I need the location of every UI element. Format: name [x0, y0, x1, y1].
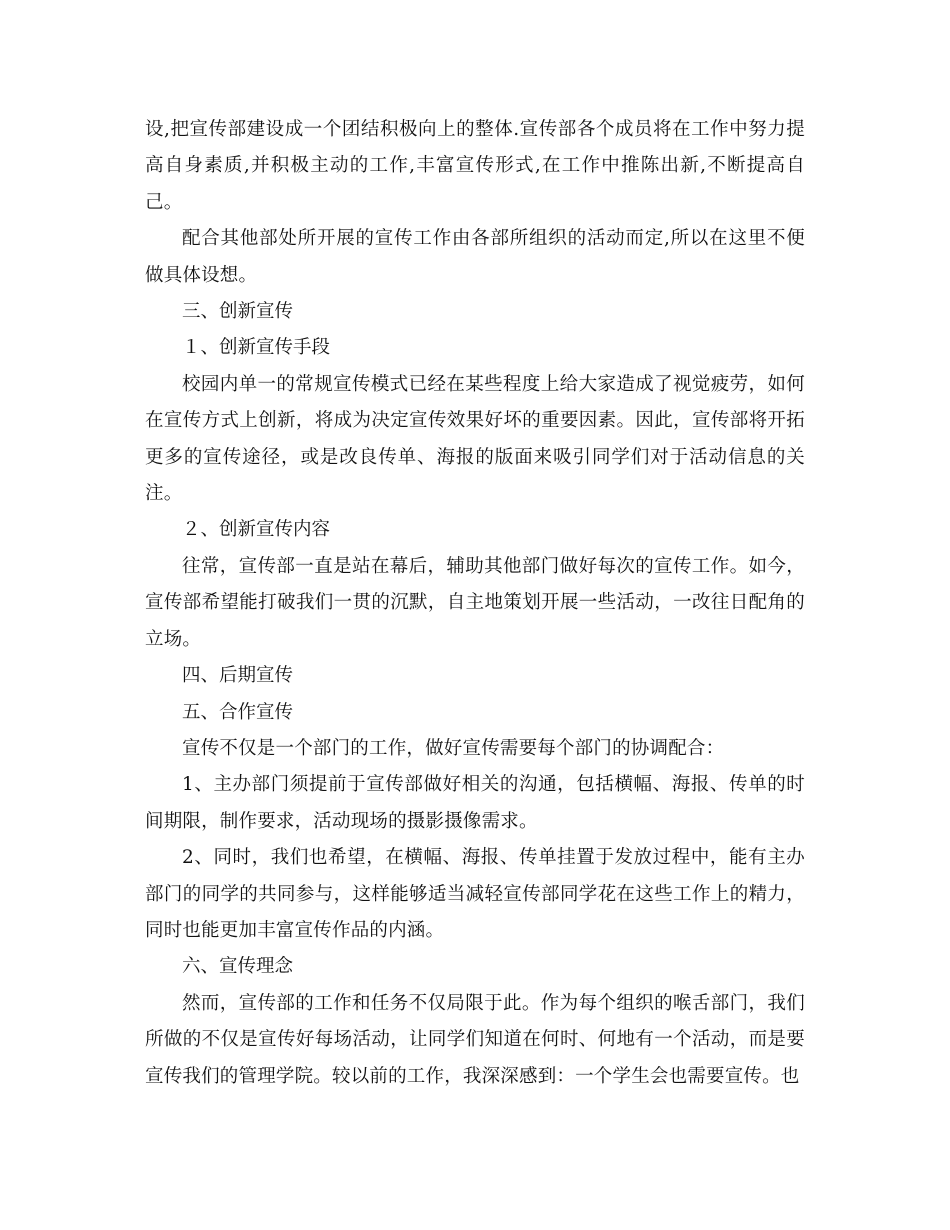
paragraph: 往常，宣传部一直是站在幕后，辅助其他部门做好每次的宣传工作。如今，宣传部希望能打破我们一贯的沉默，自主地策划开展一些活动，一改往日配角的立场。	[145, 555, 805, 650]
section-heading: 六、宣传理念	[182, 956, 294, 978]
subsection-heading: １、创新宣传手段	[182, 337, 331, 359]
paragraph: 配合其他部处所开展的宣传工作由各部所组织的活动而定,所以在这里不便做具体设想。	[145, 228, 805, 286]
list-item: 1、主办部门须提前于宣传部做好相关的沟通，包括横幅、海报、传单的时间期限，制作要求，活动现场的摄影摄像需求。	[145, 774, 805, 832]
section-heading: 四、后期宣传	[182, 665, 294, 687]
paragraph: 设,把宣传部建设成一个团结积极向上的整体.宣传部各个成员将在工作中努力提高自身素质,并积极主动的工作,丰富宣传形式,在工作中推陈出新,不断提高自己。	[145, 119, 805, 213]
section-heading: 五、合作宣传	[182, 701, 294, 723]
section-heading: 三、创新宣传	[182, 301, 294, 323]
document-body	[145, 112, 805, 1095]
paragraph: 校园内单一的常规宣传模式已经在某些程度上给大家造成了视觉疲劳，如何在宣传方式上创新，将成为决定宣传效果好坏的重要因素。因此，宣传部将开拓更多的宣传途径，或是改良传单、海报的版面来吸引同学们对于活动信息的关注。	[145, 373, 805, 505]
paragraph: 宣传不仅是一个部门的工作，做好宣传需要每个部门的协调配合：	[182, 737, 725, 759]
list-item: 2、同时，我们也希望，在横幅、海报、传单挂置于发放过程中，能有主办部门的同学的共同参与，这样能够适当减轻宣传部同学花在这些工作上的精力，同时也能更加丰富宣传作品的内涵。	[145, 847, 805, 941]
subsection-heading: ２、创新宣传内容	[182, 519, 331, 541]
paragraph: 然而，宣传部的工作和任务不仅局限于此。作为每个组织的喉舌部门，我们所做的不仅是宣传好每场活动，让同学们知道在何时、何地有一个活动，而是要宣传我们的管理学院。较以前的工作，我深深感到：一个学生会也需要宣传。也	[145, 992, 805, 1087]
